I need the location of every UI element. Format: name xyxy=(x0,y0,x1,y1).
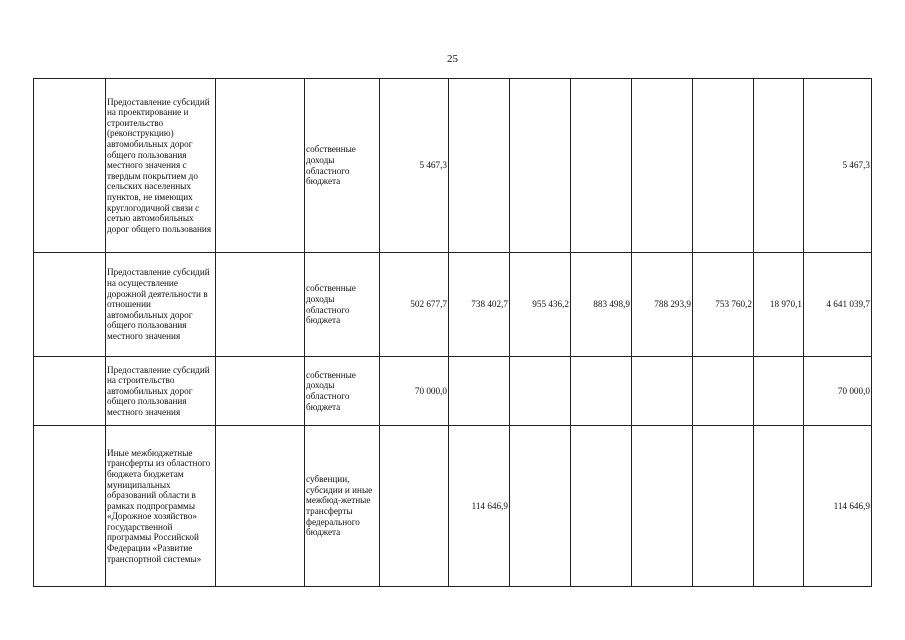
blank-cell xyxy=(216,79,305,253)
funding-source: собственные доходы областного бюджета xyxy=(305,79,380,253)
row-description: Предоставление субсидий на проектирование и строительство (реконструкцию) автомобильных дорог общего пользования местного значения с твердым покрытием до сельских населенных пунктов, не имеющих круглогодичной связи с сетью автомобильных дорог общего пользования xyxy=(106,79,216,253)
value-cell xyxy=(754,426,804,587)
blank-cell xyxy=(34,253,106,357)
value-cell xyxy=(449,79,510,253)
value-cell xyxy=(754,357,804,426)
table-row xyxy=(34,426,872,587)
blank-cell xyxy=(34,426,106,587)
total-cell: 70 000,0 xyxy=(804,357,872,426)
value-cell xyxy=(510,79,571,253)
total-cell: 5 467,3 xyxy=(804,79,872,253)
value-cell: 883 498,9 xyxy=(571,253,632,357)
value-cell: 5 467,3 xyxy=(380,79,449,253)
value-cell xyxy=(693,426,754,587)
table-row xyxy=(34,253,872,357)
value-cell xyxy=(571,79,632,253)
row-description: Предоставление субсидий на осуществление дорожной деятельности в отношении автомобильных дорог общего пользования местного значения xyxy=(106,253,216,357)
value-cell xyxy=(632,79,693,253)
blank-cell xyxy=(216,357,305,426)
value-cell: 738 402,7 xyxy=(449,253,510,357)
funding-source: собственные доходы областного бюджета xyxy=(305,253,380,357)
page-number: 25 xyxy=(447,53,458,65)
budget-table xyxy=(33,78,872,587)
table-row xyxy=(34,357,872,426)
blank-cell xyxy=(34,79,106,253)
value-cell: 70 000,0 xyxy=(380,357,449,426)
value-cell: 788 293,9 xyxy=(632,253,693,357)
total-cell: 4 641 039,7 xyxy=(804,253,872,357)
blank-cell xyxy=(216,426,305,587)
value-cell: 18 970,1 xyxy=(754,253,804,357)
value-cell: 502 677,7 xyxy=(380,253,449,357)
value-cell xyxy=(571,357,632,426)
value-cell: 753 760,2 xyxy=(693,253,754,357)
row-description: Иные межбюджетные трансферты из областного бюджета бюджетам муниципальных образований области в рамках подпрограммы «Дорожное хозяйство» государственной программы Российской Федерации «Развитие транспортной системы» xyxy=(106,426,216,587)
funding-source: субвенции, субсидии и иные межбюд-жетные трансферты федерального бюджета xyxy=(305,426,380,587)
table-row xyxy=(34,79,872,253)
value-cell xyxy=(380,426,449,587)
total-cell: 114 646,9 xyxy=(804,426,872,587)
value-cell xyxy=(510,426,571,587)
blank-cell xyxy=(34,357,106,426)
value-cell xyxy=(449,357,510,426)
funding-source: собственные доходы областного бюджета xyxy=(305,357,380,426)
value-cell: 955 436,2 xyxy=(510,253,571,357)
value-cell xyxy=(571,426,632,587)
value-cell xyxy=(510,357,571,426)
value-cell xyxy=(693,357,754,426)
blank-cell xyxy=(216,253,305,357)
value-cell xyxy=(632,426,693,587)
value-cell xyxy=(693,79,754,253)
value-cell xyxy=(632,357,693,426)
value-cell: 114 646,9 xyxy=(449,426,510,587)
value-cell xyxy=(754,79,804,253)
row-description: Предоставление субсидий на строительство автомобильных дорог общего пользования местного значения xyxy=(106,357,216,426)
